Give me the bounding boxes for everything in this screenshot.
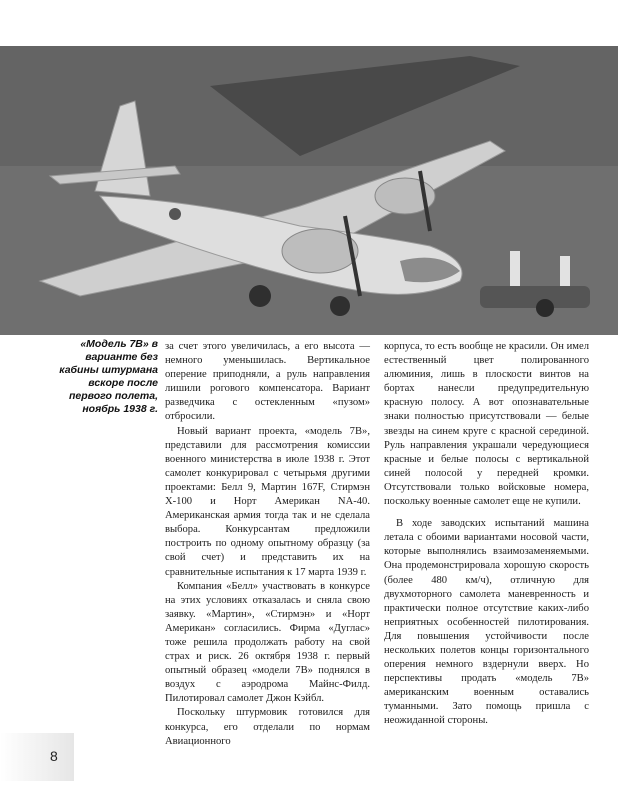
paragraph: Новый вариант проекта, «модель 7B», представили для рассмотрения комиссии военного министерства в июле 1938 г. Этот самолет конкурировал с четырьмя другими проектами: Белл 9, Мартин 167F, Стирмэн Х-100 и Норт Американ NA-40. Американская армия тогда так и не сделала выбора. Конкурсантам предложили построить по одному опытному образцу (за свой счет) и представить их на сравнительные испытания к 17 марта 1939 г. bbox=[165, 425, 370, 578]
page-number-background bbox=[0, 733, 74, 781]
page-number: 8 bbox=[50, 748, 58, 764]
aircraft-photo bbox=[0, 46, 618, 335]
text-column-right bbox=[384, 340, 589, 729]
aircraft-illustration bbox=[0, 46, 618, 335]
paragraph: Поскольку штурмовик готовился для конкурса, его отделали по нормам Авиационного bbox=[165, 707, 370, 747]
paragraph: В ходе заводских испытаний машина летала с обоими вариантами носовой части, которые выполнялись взаимозаменяемыми. Она продемонстрировала хорошую скорость (более 480 км/ч), отличную для двухмоторного самолета маневренность и практически полное отсутствие каких-либо неприятных особенностей пилотирования. Для повышения устойчивости после нескольких полетов концы горизонтального оперения немного вздернули вверх. Но перспективы продать «модель 7B» американским военным оставались туманными. Зато помощь пришла с неожиданной стороны. bbox=[384, 518, 589, 727]
paragraph: корпуса, то есть вообще не красили. Он имел естественный цвет полированного алюминия, лишь в плоскости винтов на бортах нанесли предупредительную красную полосу. А вот опознавательные знаки полностью присутствовали — белые звезды на синем круге с красной серединой. Руль направления украшали чередующиеся красные и белые полосы с вертикальной синей полосой у передней кромки. Отсутствовали только войсковые номера, поскольку военные самолет еще не купили. bbox=[384, 341, 589, 508]
photo-caption: «Модель 7B» в варианте без кабины штурмана вскоре после первого полета, ноябрь 1938 г. bbox=[59, 338, 158, 415]
paragraph: за счет этого увеличилась, а его высота — немного уменьшилась. Вертикальное оперение приподняли, а руль направления лишили рогового компенсатора. Вариант разведчика с остекленным «пузом» отбросили. bbox=[165, 341, 370, 423]
paragraph: Компания «Белл» участвовать в конкурсе на этих условиях отказалась и сняла свою заявку. «Мартин», «Стирмэн» и «Норт Американ» согласились. Фирма «Дуглас» тоже решила продолжать работу на свой страх и риск. 26 октября 1938 г. первый опытный образец «модели 7B» поднялся в воздух с аэродрома Майнс-Филд. Пилотировал самолет Джон Кэйбл. bbox=[165, 580, 370, 705]
text-column-left bbox=[165, 340, 370, 749]
